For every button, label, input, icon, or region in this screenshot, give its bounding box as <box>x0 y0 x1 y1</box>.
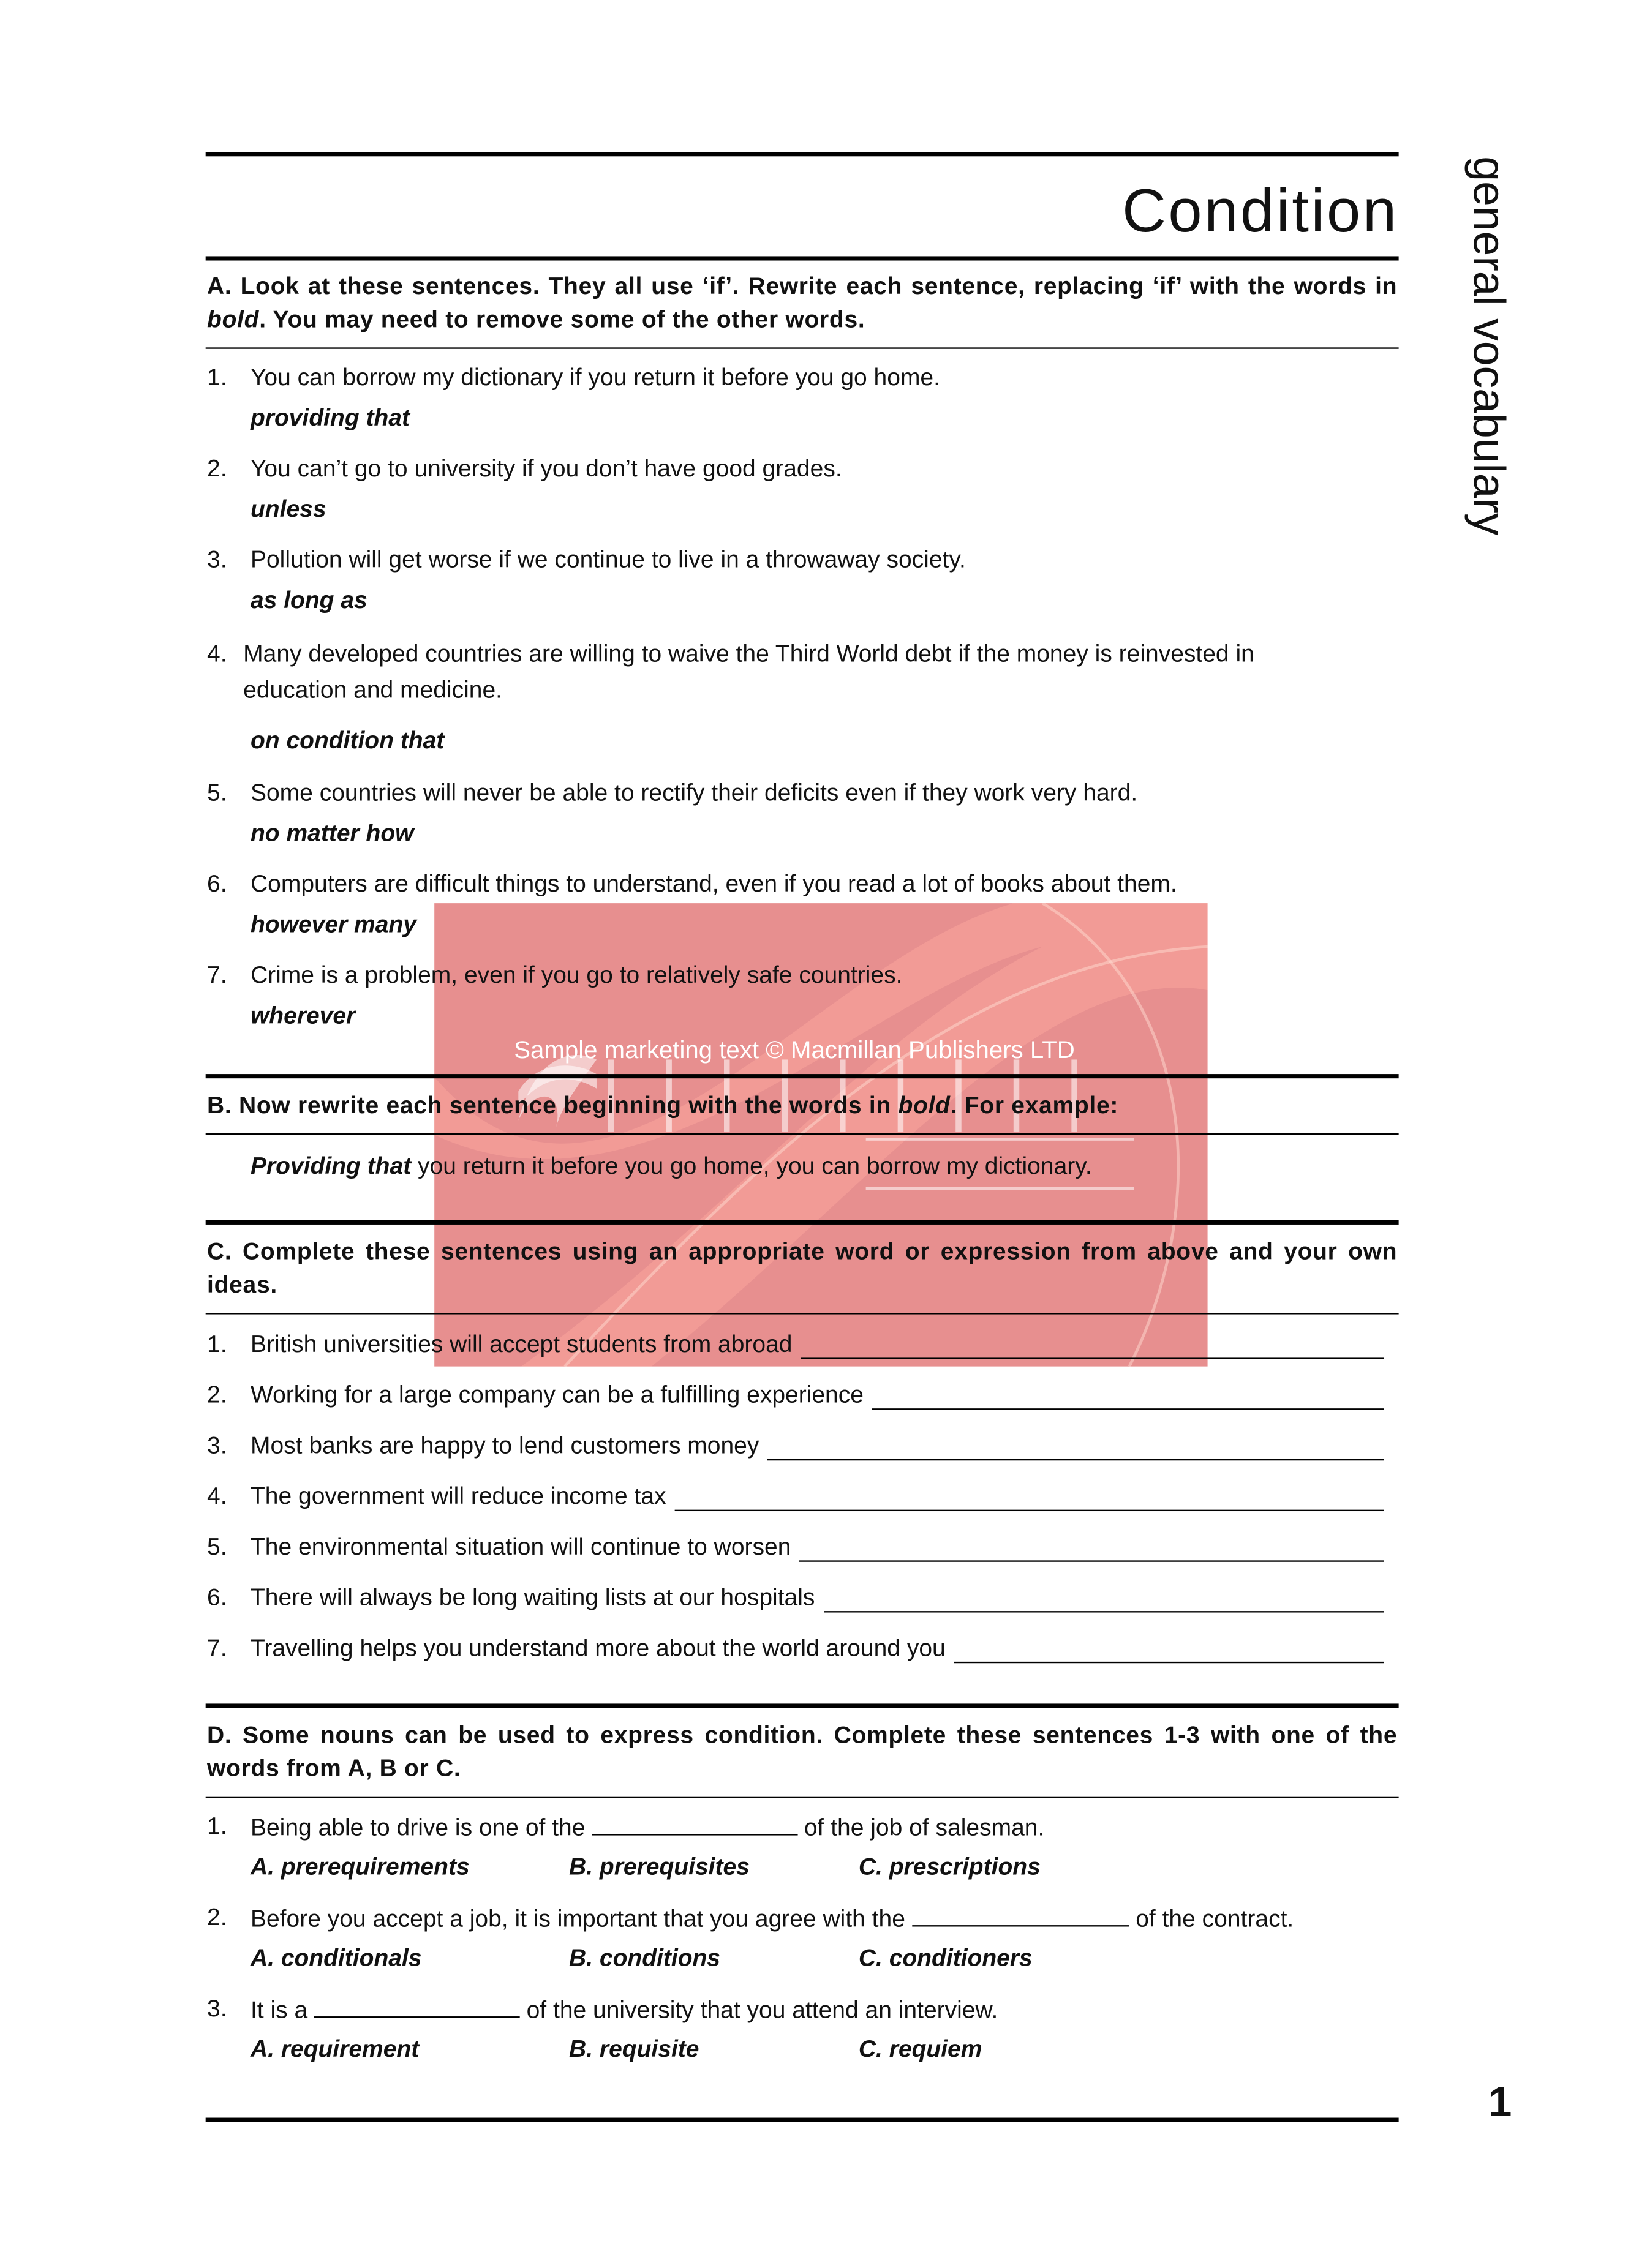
item-number: 4. <box>207 1484 227 1510</box>
item-sentence: The government will reduce income tax <box>250 1484 666 1510</box>
option-c: C. conditioners <box>858 1945 1033 1972</box>
fill-in-item <box>207 1534 1384 1562</box>
item-sentence: You can borrow my dictionary if you return it before you go home. <box>250 364 940 391</box>
divider <box>206 1133 1399 1135</box>
item-keyword: on condition that <box>250 728 445 754</box>
item-sentence: Working for a large company can be a fulfilling experience <box>250 1382 864 1409</box>
item-number: 2. <box>207 1382 227 1409</box>
item-keyword: providing that <box>250 405 410 432</box>
item-number: 1. <box>207 1814 227 1840</box>
item-sentence: Most banks are happy to lend customers money <box>250 1433 759 1459</box>
divider <box>206 256 1399 260</box>
divider <box>206 1313 1399 1315</box>
answer-blank[interactable] <box>912 1905 1129 1926</box>
item-sentence: Crime is a problem, even if you go to relatively safe countries. <box>250 963 903 989</box>
item-sentence: Being able to drive is one of the of the job of salesman. <box>251 1814 1044 1842</box>
item-sentence: Many developed countries are willing to waive the Third World debt if the money is reinvested in <box>243 641 1254 667</box>
option-c: C. requiem <box>858 2037 982 2063</box>
divider <box>206 1220 1399 1225</box>
fill-in-item <box>207 1635 1384 1663</box>
answer-line[interactable] <box>675 1490 1384 1511</box>
item-number: 6. <box>207 1585 227 1612</box>
option-a: A. conditionals <box>250 1945 422 1972</box>
item-number: 4. <box>207 641 227 667</box>
item-sentence: Before you accept a job, it is important that you agree with the of the contract. <box>251 1905 1294 1934</box>
item-sentence: There will always be long waiting lists at our hospitals <box>250 1585 815 1612</box>
answer-line[interactable] <box>801 1337 1384 1359</box>
section-d-heading: D. Some nouns can be used to express condition. Complete these sentences 1-3 with one of the words from A, B or C. <box>207 1722 1398 1782</box>
item-number: 1. <box>207 1331 227 1358</box>
divider <box>206 1074 1399 1078</box>
item-keyword: as long as <box>250 587 367 614</box>
divider <box>206 152 1399 156</box>
option-c: C. prescriptions <box>858 1854 1041 1880</box>
answer-line[interactable] <box>800 1540 1384 1561</box>
item-number: 3. <box>207 1433 227 1459</box>
item-number: 1. <box>207 364 227 391</box>
fill-in-item <box>207 1433 1384 1460</box>
item-number: 6. <box>207 871 227 898</box>
item-sentence: British universities will accept students from abroad <box>250 1331 793 1358</box>
item-number: 3. <box>207 547 227 574</box>
item-keyword: wherever <box>250 1003 356 1029</box>
answer-line[interactable] <box>954 1642 1384 1663</box>
item-keyword: unless <box>250 496 326 523</box>
side-label: general vocabulary <box>1464 156 1515 536</box>
divider <box>206 347 1399 349</box>
option-a: A. prerequirements <box>250 1854 470 1880</box>
item-number: 7. <box>207 1635 227 1662</box>
divider <box>206 1797 1399 1798</box>
answer-line[interactable] <box>824 1591 1384 1612</box>
answer-line[interactable] <box>872 1388 1384 1410</box>
fill-in-item <box>207 1383 1384 1410</box>
page-number: 1 <box>1488 2080 1512 2127</box>
fill-in-item <box>207 1484 1384 1511</box>
item-sentence: Pollution will get worse if we continue to live in a throwaway society. <box>250 547 966 574</box>
item-number: 2. <box>207 456 227 483</box>
answer-blank[interactable] <box>592 1814 797 1835</box>
section-b-example: Providing that you return it before you go home, you can borrow my dictionary. <box>250 1154 1092 1180</box>
copyright-notice: Sample marketing text © Macmillan Publishers LTD <box>514 1036 1075 1064</box>
section-a-heading: A. Look at these sentences. They all use ‘if’. Rewrite each sentence, replacing ‘if’ with the words in bold. You may need to remove some of the other words. <box>207 273 1398 333</box>
item-number: 3. <box>207 1996 227 2022</box>
item-sentence: Some countries will never be able to rectify their deficits even if they work very hard. <box>250 780 1138 806</box>
item-sentence-continued: education and medicine. <box>243 677 503 704</box>
option-b: B. requisite <box>569 2037 699 2063</box>
divider <box>206 2118 1399 2122</box>
item-sentence: Travelling helps you understand more about the world around you <box>250 1635 946 1662</box>
item-sentence: Computers are difficult things to understand, even if you read a lot of books about them. <box>250 871 1177 898</box>
divider <box>206 1703 1399 1708</box>
fill-in-item <box>207 1332 1384 1359</box>
page-title: Condition <box>1122 176 1399 245</box>
section-b-heading: B. Now rewrite each sentence beginning with the words in bold. For example: <box>207 1092 1119 1119</box>
option-a: A. requirement <box>250 2037 420 2063</box>
item-number: 5. <box>207 1534 227 1561</box>
option-b: B. prerequisites <box>569 1854 750 1880</box>
item-sentence: It is a of the university that you attend an interview. <box>251 1996 998 2025</box>
item-number: 5. <box>207 780 227 806</box>
item-keyword: however many <box>250 912 416 938</box>
item-keyword: no matter how <box>250 820 414 847</box>
option-b: B. conditions <box>569 1945 721 1972</box>
fill-in-item <box>207 1585 1384 1613</box>
item-number: 2. <box>207 1905 227 1931</box>
answer-line[interactable] <box>768 1439 1384 1460</box>
item-number: 7. <box>207 963 227 989</box>
answer-blank[interactable] <box>314 1996 520 2018</box>
section-c-heading: C. Complete these sentences using an appropriate word or expression from above and your own ideas. <box>207 1239 1398 1299</box>
item-sentence: You can’t go to university if you don’t have good grades. <box>250 456 842 483</box>
item-sentence: The environmental situation will continue to worsen <box>250 1534 791 1561</box>
